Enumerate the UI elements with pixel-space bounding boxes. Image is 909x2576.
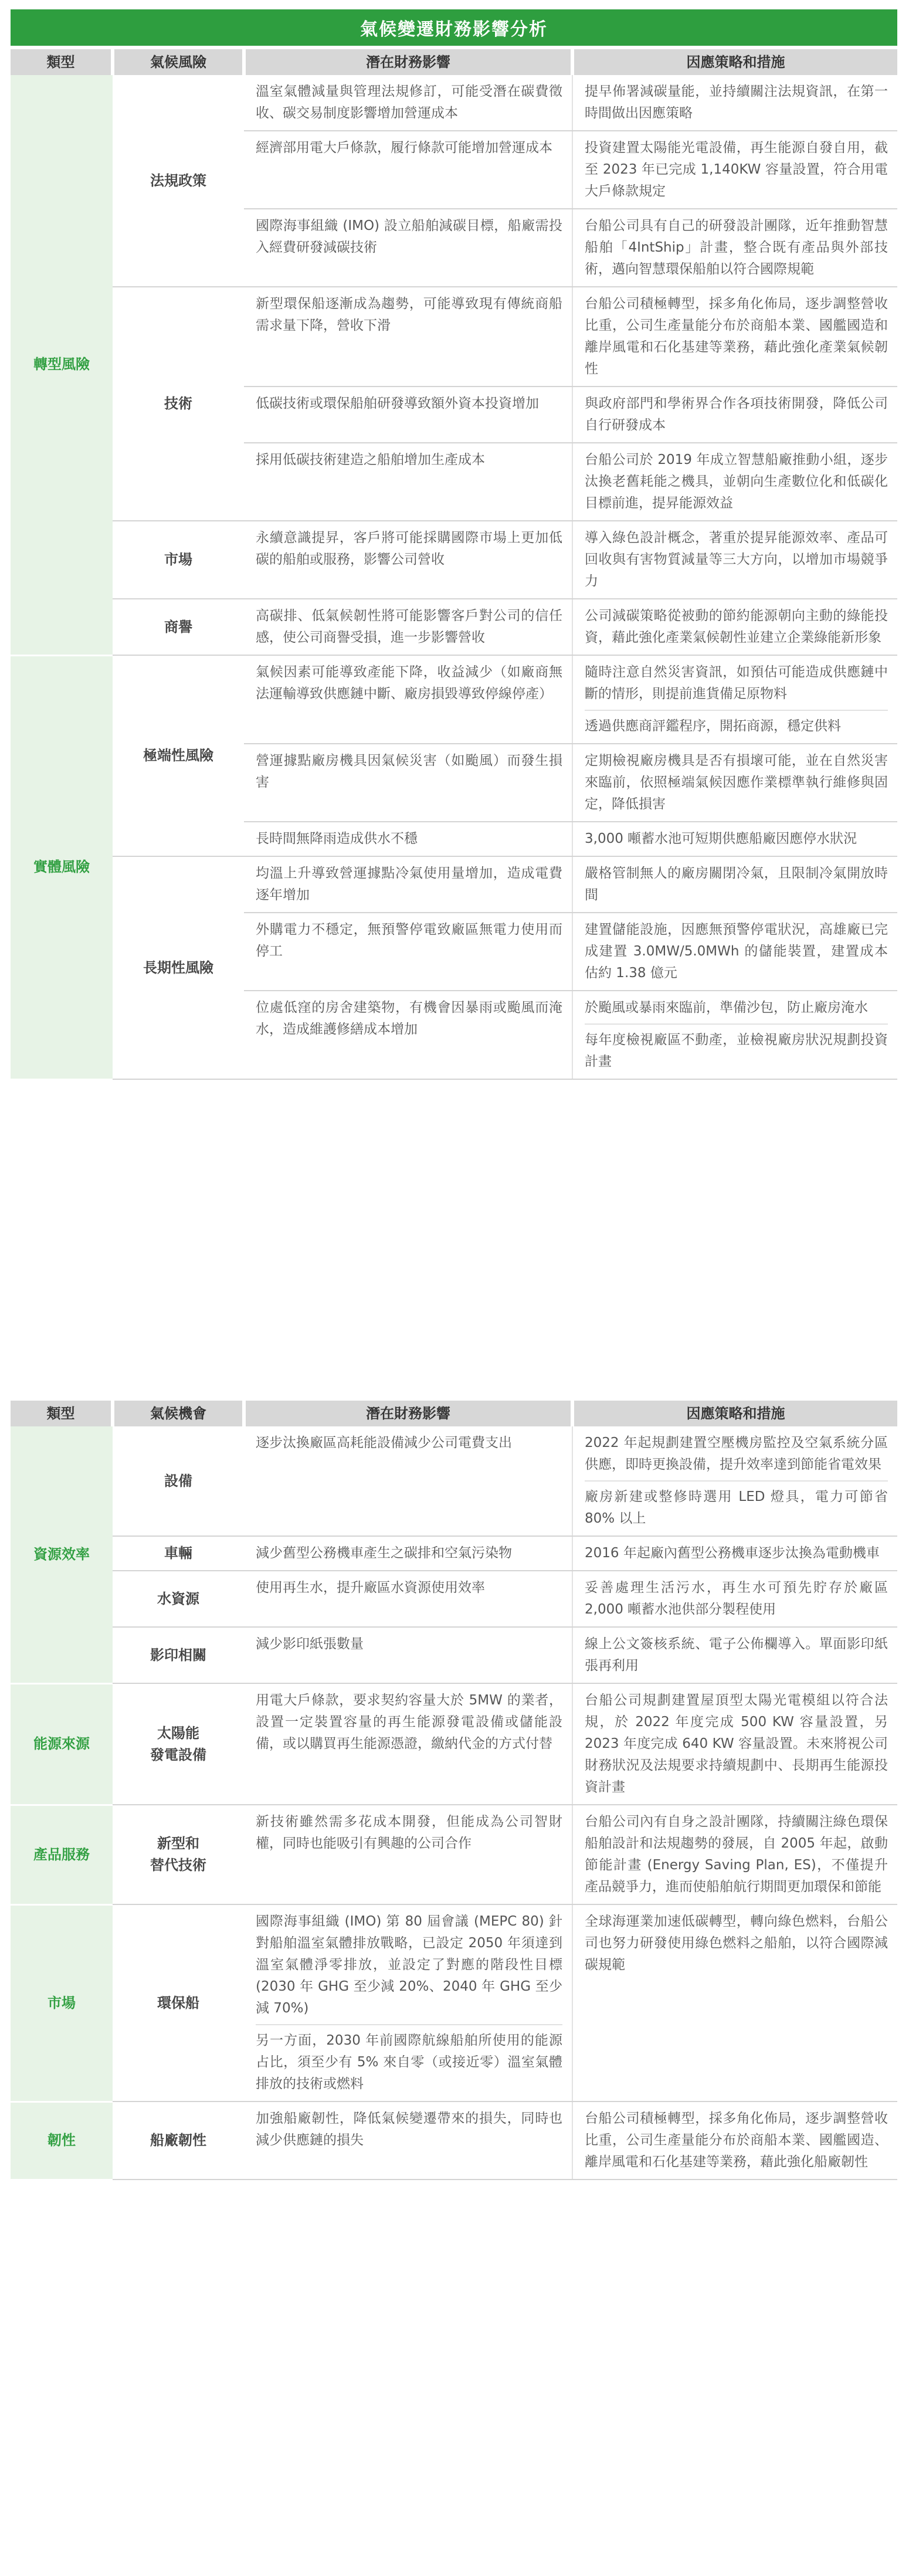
financial-impact-cell: 長時間無降雨造成供水不穩 <box>244 822 572 856</box>
header-type: 類型 <box>11 1401 113 1426</box>
climate-opportunity-table <box>11 1401 897 2181</box>
subcategory-cell: 環保船 <box>113 1904 244 2102</box>
strategy-paragraph: 廠房新建或整修時選用 LED 燈具，電力可節省 80% 以上 <box>585 1480 888 1530</box>
strategy-cell <box>572 75 897 131</box>
strategy-paragraph: 2016 年起廠內舊型公務機車逐步汰換為電動機車 <box>585 1545 880 1561</box>
financial-impact-cell: 減少影印紙張數量 <box>244 1627 572 1683</box>
category-cell: 實體風險 <box>11 655 113 1079</box>
strategy-paragraph: 台船公司具有自己的研發設計團隊，近年推動智慧船舶「4IntShip」計畫，整合既有產品與外部技術，邁向智慧環保船舶以符合國際規範 <box>585 218 888 277</box>
financial-impact-cell: 國際海事組織 (IMO) 設立船舶減碳目標，船廠需投入經費研發減碳技術 <box>244 209 572 287</box>
financial-impact-cell: 新型環保船逐漸成為趨勢，可能導致現有傳統商船需求量下降，營收下滑 <box>244 287 572 387</box>
strategy-cell <box>572 856 897 913</box>
table-row <box>11 856 897 913</box>
strategy-cell <box>572 1805 897 1904</box>
strategy-cell <box>572 131 897 209</box>
strategy-cell <box>572 991 897 1079</box>
subcategory-cell: 法規政策 <box>113 75 244 287</box>
header-financial-impact: 潛在財務影響 <box>244 49 572 75</box>
financial-impact-cell: 高碳排、低氣候韌性將可能影響客戶對公司的信任感，使公司商譽受損，進一步影響營收 <box>244 599 572 655</box>
strategy-cell <box>572 387 897 443</box>
strategy-cell <box>572 1426 897 1536</box>
subcategory-cell: 技術 <box>113 287 244 521</box>
table-row <box>11 599 897 655</box>
climate-risk-table <box>11 49 897 1080</box>
page-title: 氣候變遷財務影響分析 <box>11 9 897 46</box>
financial-impact-cell: 氣候因素可能導致產能下降，收益減少（如廠商無法運輸導致供應鏈中斷、廠房損毀導致停線停產） <box>244 655 572 744</box>
subcategory-cell: 市場 <box>113 521 244 599</box>
strategy-paragraph: 台船公司積極轉型，採多角化佈局，逐步調整營收比重，公司生產量能分布於商船本業、國艦國造、離岸風電和石化基建等業務，藉此強化船廠韌性 <box>585 2111 888 2170</box>
strategy-paragraph: 台船公司積極轉型，採多角化佈局，逐步調整營收比重，公司生產量能分布於商船本業、國艦國造和離岸風電和石化基建等業務，藉此強化產業氣候韌性 <box>585 296 888 377</box>
strategy-cell <box>572 209 897 287</box>
strategy-paragraph: 導入綠色設計概念，著重於提昇能源效率、產品可回收與有害物質減量等三大方向，以增加市場競爭力 <box>585 530 888 589</box>
strategy-paragraph: 台船公司內有自身之設計團隊，持續關注綠色環保船舶設計和法規趨勢的發展，自 2005 年起，啟動節能計畫 (Energy Saving Plan, ES)，不僅提升產品競爭力，進而使船舶航行期間更加環保和節能 <box>585 1814 888 1894</box>
subcategory-cell: 太陽能 發電設備 <box>113 1683 244 1805</box>
strategy-paragraph: 提早佈署減碳量能，並持續關注法規資訊，在第一時間做出因應策略 <box>585 84 888 121</box>
subcategory-cell: 車輛 <box>113 1536 244 1571</box>
subcategory-cell: 船廠韌性 <box>113 2102 244 2180</box>
table-row <box>11 1571 897 1627</box>
strategy-paragraph: 全球海運業加速低碳轉型，轉向綠色燃料，台船公司也努力研發使用綠色燃料之船舶，以符合國際減碳規範 <box>585 1914 888 1972</box>
strategy-cell <box>572 521 897 599</box>
table-row <box>11 521 897 599</box>
category-cell: 產品服務 <box>11 1805 113 1904</box>
financial-impact-cell: 逐步汰換廠區高耗能設備減少公司電費支出 <box>244 1426 572 1536</box>
subcategory-cell: 長期性風險 <box>113 856 244 1079</box>
table-row <box>11 287 897 387</box>
strategy-cell <box>572 744 897 822</box>
header-strategy: 因應策略和措施 <box>572 1401 897 1426</box>
financial-impact-cell: 低碳技術或環保船舶研發導致額外資本投資增加 <box>244 387 572 443</box>
table-row <box>11 2102 897 2180</box>
subcategory-cell: 設備 <box>113 1426 244 1536</box>
strategy-cell <box>572 655 897 744</box>
impact-paragraph: 另一方面，2030 年前國際航線船舶所使用的能源占比，須至少有 5% 來自零（或接近零）溫室氣體排放的技術或燃料 <box>256 2024 562 2095</box>
impact-paragraph: 國際海事組織 (IMO) 第 80 屆會議 (MEPC 80) 針對船舶溫室氣體排放戰略，已設定 2050 年須達到溫室氣體淨零排放，並設定了對應的階段性目標 (2030 年 GHG 至少減 20%、2040 年 GHG 至少減 70%) <box>256 1914 562 2016</box>
subcategory-cell: 極端性風險 <box>113 655 244 856</box>
strategy-cell <box>572 1904 897 2102</box>
subcategory-cell: 新型和 替代技術 <box>113 1805 244 1904</box>
strategy-paragraph: 線上公文簽核系統、電子公佈欄導入。單面影印紙張再利用 <box>585 1636 888 1673</box>
financial-impact-cell: 經濟部用電大戶條款，履行條款可能增加營運成本 <box>244 131 572 209</box>
financial-impact-cell: 新技術雖然需多花成本開發，但能成為公司智財權，同時也能吸引有興趣的公司合作 <box>244 1805 572 1904</box>
table-row <box>11 1683 897 1805</box>
financial-impact-cell: 營運據點廠房機具因氣候災害（如颱風）而發生損害 <box>244 744 572 822</box>
financial-impact-cell: 溫室氣體減量與管理法規修訂，可能受潛在碳費徵收、碳交易制度影響增加營運成本 <box>244 75 572 131</box>
strategy-paragraph: 台船公司規劃建置屋頂型太陽光電模組以符合法規，於 2022 年度完成 500 KW 容量設置，另 2023 年度完成 640 KW 容量設置。未來將視公司財務狀況及法規要求持續規劃中、長期再生能源投資計畫 <box>585 1693 888 1795</box>
financial-impact-cell: 位處低窪的房舍建築物，有機會因暴雨或颱風而淹水，造成維護修繕成本增加 <box>244 991 572 1079</box>
financial-impact-cell: 永續意識提昇，客戶將可能採購國際市場上更加低碳的船舶或服務，影響公司營收 <box>244 521 572 599</box>
strategy-paragraph: 隨時注意自然災害資訊，如預估可能造成供應鏈中斷的情形，則提前進貨備足原物料 <box>585 665 888 701</box>
strategy-cell <box>572 443 897 521</box>
opportunity-table-header <box>11 1401 897 1426</box>
header-financial-impact: 潛在財務影響 <box>244 1401 572 1426</box>
financial-impact-cell: 均溫上升導致營運據點冷氣使用量增加，造成電費逐年增加 <box>244 856 572 913</box>
category-cell: 轉型風險 <box>11 75 113 655</box>
category-cell: 能源來源 <box>11 1683 113 1805</box>
subcategory-cell: 水資源 <box>113 1571 244 1627</box>
header-strategy: 因應策略和措施 <box>572 49 897 75</box>
table-row <box>11 1536 897 1571</box>
financial-impact-cell: 加強船廠韌性，降低氣候變遷帶來的損失，同時也減少供應鏈的損失 <box>244 2102 572 2180</box>
subcategory-cell: 商譽 <box>113 599 244 655</box>
strategy-paragraph: 定期檢視廠房機具是否有損壞可能，並在自然災害來臨前，依照極端氣候因應作業標準執行維修與固定，降低損害 <box>585 753 888 812</box>
strategy-paragraph: 於颱風或暴雨來臨前，準備沙包，防止廠房淹水 <box>585 1000 868 1015</box>
strategy-paragraph: 投資建置太陽能光電設備，再生能源自發自用，截至 2023 年已完成 1,140KW 容量設置，符合用電大戶條款規定 <box>585 140 888 199</box>
header-climate-opportunity: 氣候機會 <box>113 1401 244 1426</box>
strategy-paragraph: 2022 年起規劃建置空壓機房監控及空氣系統分區供應，即時更換設備，提升效率達到節能省電效果 <box>585 1435 888 1472</box>
strategy-cell <box>572 1536 897 1571</box>
risk-table-header <box>11 49 897 75</box>
strategy-cell <box>572 2102 897 2180</box>
strategy-cell <box>572 287 897 387</box>
strategy-cell <box>572 1627 897 1683</box>
strategy-cell <box>572 1683 897 1805</box>
table-row <box>11 1805 897 1904</box>
strategy-paragraph: 妥善處理生活污水，再生水可預先貯存於廠區 2,000 噸蓄水池供部分製程使用 <box>585 1580 888 1617</box>
strategy-paragraph: 與政府部門和學術界合作各項技術開發，降低公司自行研發成本 <box>585 396 888 433</box>
table-row <box>11 655 897 744</box>
subcategory-cell: 影印相關 <box>113 1627 244 1683</box>
header-climate-risk: 氣候風險 <box>113 49 244 75</box>
strategy-cell <box>572 1571 897 1627</box>
header-type: 類型 <box>11 49 113 75</box>
financial-impact-cell: 用電大戶條款，要求契約容量大於 5MW 的業者，設置一定裝置容量的再生能源發電設備或儲能設備，或以購買再生能源憑證，繳納代金的方式付替 <box>244 1683 572 1805</box>
financial-impact-cell: 外購電力不穩定，無預警停電致廠區無電力使用而停工 <box>244 913 572 991</box>
table-row <box>11 1904 897 2102</box>
table-row <box>11 75 897 131</box>
financial-impact-cell: 採用低碳技術建造之船舶增加生產成本 <box>244 443 572 521</box>
strategy-paragraph: 建置儲能設施，因應無預警停電狀況，高雄廠已完成建置 3.0MW/5.0MWh 的儲能裝置，建置成本估約 1.38 億元 <box>585 922 888 981</box>
category-cell: 資源效率 <box>11 1426 113 1683</box>
financial-impact-cell: 使用再生水，提升廠區水資源使用效率 <box>244 1571 572 1627</box>
category-cell: 韌性 <box>11 2102 113 2180</box>
strategy-paragraph: 透過供應商評鑑程序，開拓商源，穩定供料 <box>585 710 888 737</box>
financial-impact-cell: 減少舊型公務機車產生之碳排和空氣污染物 <box>244 1536 572 1571</box>
strategy-paragraph: 每年度檢視廠區不動產，並檢視廠房狀況規劃投資計畫 <box>585 1023 888 1073</box>
strategy-cell <box>572 822 897 856</box>
category-cell: 市場 <box>11 1904 113 2102</box>
strategy-paragraph: 台船公司於 2019 年成立智慧船廠推動小組，逐步汰換老舊耗能之機具，並朝向生產數位化和低碳化目標前進，提昇能源效益 <box>585 452 888 511</box>
table-row <box>11 1627 897 1683</box>
table-row <box>11 1426 897 1536</box>
strategy-paragraph: 嚴格管制無人的廠房關閉冷氣，且限制冷氣開放時間 <box>585 866 888 903</box>
strategy-cell <box>572 599 897 655</box>
strategy-paragraph: 3,000 噸蓄水池可短期供應船廠因應停水狀況 <box>585 831 857 846</box>
financial-impact-cell <box>244 1904 572 2102</box>
strategy-paragraph: 公司減碳策略從被動的節約能源朝向主動的綠能投資，藉此強化產業氣候韌性並建立企業綠能新形象 <box>585 608 888 645</box>
strategy-cell <box>572 913 897 991</box>
